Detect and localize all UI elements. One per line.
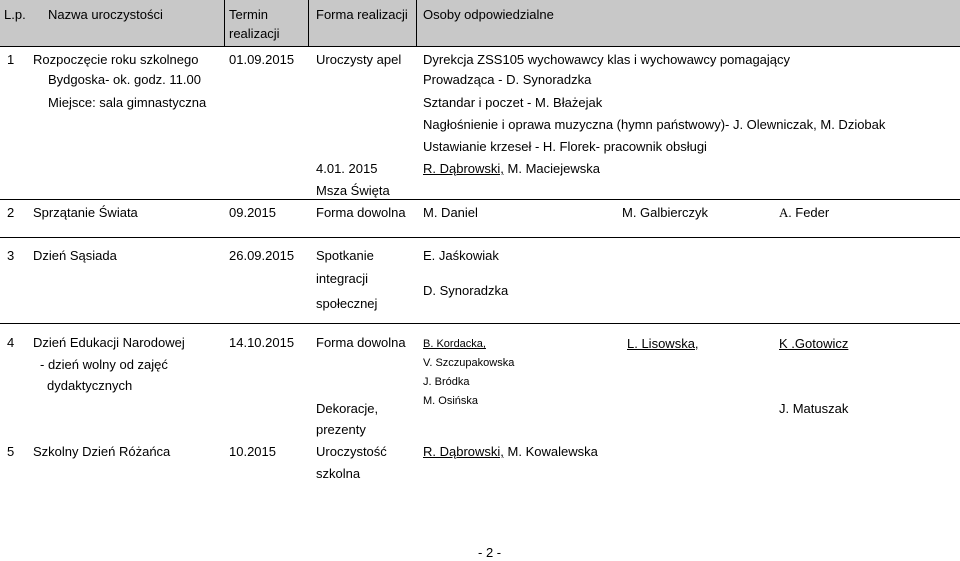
header-name: Nazwa uroczystości	[48, 7, 163, 22]
event-form-line2: szkolna	[316, 466, 361, 481]
event-name: Sprzątanie Świata	[33, 205, 138, 220]
responsible-person: Ustawianie krzeseł - H. Florek- pracownik obsługi	[423, 139, 707, 154]
event-name: Rozpoczęcie roku szkolnego	[33, 52, 199, 67]
event-form: Spotkanie	[316, 248, 374, 263]
event-name: Dzień Sąsiada	[33, 248, 117, 263]
event-name-line3: dydaktycznych	[47, 378, 133, 393]
header-persons: Osoby odpowiedzialne	[423, 7, 554, 22]
responsible-person: L. Lisowska,	[627, 336, 699, 351]
responsible-person: J. Bródka	[423, 376, 470, 388]
event-date: 09.2015	[229, 205, 276, 220]
header-divider	[416, 0, 417, 46]
responsible-person-rest: M. Kowalewska	[503, 444, 598, 459]
header-term: Termin	[229, 7, 269, 22]
row-number: 1	[7, 52, 15, 67]
header-term-line2: realizacji	[229, 26, 280, 41]
event-form: Forma dowolna	[316, 205, 406, 220]
row-number: 2	[7, 205, 15, 220]
event-date: 10.2015	[229, 444, 276, 459]
row-number: 3	[7, 248, 15, 263]
event-form-line3: społecznej	[316, 296, 378, 311]
responsible-person: M. Daniel	[423, 205, 478, 220]
responsible-person: V. Szczupakowska	[423, 357, 515, 369]
responsible-person-underlined: R. Dąbrowski,	[423, 444, 504, 459]
responsible-person: D. Synoradzka	[423, 283, 509, 298]
responsible-person: Dyrekcja ZSS105 wychowawcy klas i wychowawcy pomagający	[423, 52, 791, 67]
row-number: 5	[7, 444, 15, 459]
event-form: Forma dowolna	[316, 335, 406, 350]
responsible-person: J. Matuszak	[779, 401, 849, 416]
header-form: Forma realizacji	[316, 7, 408, 22]
event-form-2-line2: prezenty	[316, 422, 366, 437]
responsible-person-rest: M. Maciejewska	[503, 161, 600, 176]
event-form: Uroczystość	[316, 444, 387, 459]
responsible-person: M. Osińska	[423, 395, 479, 407]
header-bottom-rule	[0, 46, 960, 47]
event-form-2: Dekoracje,	[316, 401, 379, 416]
page-number: - 2 -	[478, 545, 502, 560]
responsible-person: K .Gotowicz	[779, 336, 849, 351]
responsible-person: Prowadząca - D. Synoradzka	[423, 72, 592, 87]
event-name: Dzień Edukacji Narodowej	[33, 335, 185, 350]
event-form-2: Msza Święta	[316, 183, 390, 198]
responsible-person: Sztandar i poczet - M. Błażejak	[423, 95, 603, 110]
header-divider	[308, 0, 309, 46]
event-date: 26.09.2015	[229, 248, 295, 263]
row-separator	[0, 323, 960, 324]
header-divider	[224, 0, 225, 46]
event-place: Miejsce: sala gimnastyczna	[48, 95, 207, 110]
event-date: 01.09.2015	[229, 52, 295, 67]
event-name: Szkolny Dzień Różańca	[33, 444, 171, 459]
event-name-line2: - dzień wolny od zajęć	[40, 357, 168, 372]
responsible-person: B. Kordacka,	[423, 338, 486, 350]
responsible-person-rest: Feder	[791, 205, 830, 220]
header-lp: L.p.	[4, 7, 26, 22]
row-separator	[0, 237, 960, 238]
event-date: 14.10.2015	[229, 335, 295, 350]
responsible-person: M. Galbierczyk	[622, 205, 708, 220]
event-date-2: 4.01. 2015	[316, 161, 378, 176]
responsible-person-initial: A.	[779, 205, 792, 220]
responsible-person: E. Jaśkowiak	[423, 248, 499, 263]
responsible-person	[779, 205, 829, 221]
responsible-person-underlined: R. Dąbrowski,	[423, 161, 504, 176]
row-separator	[0, 199, 960, 200]
event-form: Uroczysty apel	[316, 52, 402, 67]
event-name-line2: Bydgoska- ok. godz. 11.00	[48, 72, 201, 87]
responsible-person: Nagłośnienie i oprawa muzyczna (hymn państwowy)- J. Olewniczak, M. Dziobak	[423, 117, 886, 132]
event-form-line2: integracji	[316, 271, 369, 286]
responsible-person	[423, 444, 598, 460]
row-number: 4	[7, 335, 15, 350]
responsible-person	[423, 161, 600, 177]
